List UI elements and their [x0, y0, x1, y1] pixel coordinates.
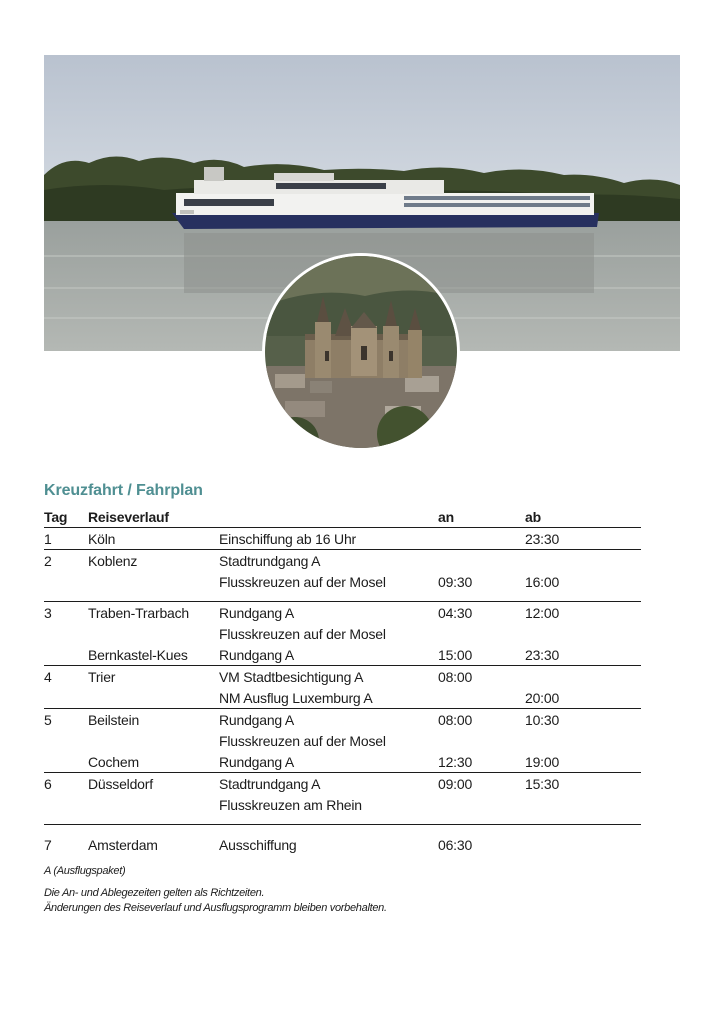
trier-cathedral-photo	[262, 253, 460, 451]
cell-depart: 16:00	[525, 573, 560, 590]
cell-program: Ausschiffung	[219, 836, 297, 853]
table-row	[44, 773, 641, 795]
cell-day: 1	[44, 528, 88, 550]
cell-arrive: 09:00	[438, 775, 473, 792]
cell-depart	[525, 623, 641, 644]
cell-arrive	[438, 730, 525, 751]
row-spacer	[44, 592, 641, 602]
cell-program: Einschiffung ab 16 Uhr	[219, 528, 438, 550]
cell-depart	[525, 550, 641, 572]
table-row	[44, 550, 641, 572]
cell-place: Trier	[88, 668, 116, 685]
table-row	[44, 751, 641, 773]
cell-place: Cochem	[88, 751, 219, 773]
disclaimer-times: Die An- und Ablegezeiten gelten als Richtzeiten.	[44, 887, 265, 899]
cell-place: Bernkastel-Kues	[88, 644, 219, 666]
disclaimer-changes: Änderungen des Reiseverlauf und Ausflugsprogramm bleiben vorbehalten.	[44, 902, 387, 914]
cell-depart: 19:00	[525, 751, 641, 773]
cell-depart	[525, 794, 641, 815]
cell-place	[88, 687, 219, 709]
cell-arrive	[438, 794, 525, 815]
cell-arrive	[438, 550, 525, 572]
excursion-legend: A (Ausflugspaket)	[44, 865, 126, 877]
cell-arrive: 12:30	[438, 751, 525, 773]
cell-program: Rundgang A	[219, 604, 295, 621]
table-row	[44, 794, 641, 815]
table-row	[44, 730, 641, 751]
cell-program: Rundgang A	[219, 751, 438, 773]
cell-day	[44, 794, 88, 815]
timetable-header-row	[44, 507, 641, 528]
cell-program: Stadtrundgang A	[219, 552, 321, 569]
table-row	[44, 623, 641, 644]
table-row	[44, 644, 641, 666]
cell-program: VM Stadtbesichtigung A	[219, 668, 364, 685]
cell-depart	[525, 834, 641, 855]
cell-arrive: 04:30	[438, 604, 473, 621]
row-spacer	[44, 815, 641, 825]
cell-place	[88, 794, 219, 815]
column-header-day: Tag	[44, 507, 88, 528]
cell-place	[88, 730, 219, 751]
cell-day	[44, 644, 88, 666]
cell-depart: 12:00	[525, 604, 560, 621]
cell-day	[44, 571, 88, 592]
cell-day: 4	[44, 668, 52, 685]
cell-program: Rundgang A	[219, 711, 295, 728]
cell-place: Düsseldorf	[88, 775, 153, 792]
cell-place	[88, 571, 219, 592]
cell-program: NM Ausflug Luxemburg A	[219, 687, 438, 709]
cell-day	[44, 623, 88, 644]
cell-program: Flusskreuzen auf der Mosel	[219, 573, 386, 590]
table-row	[44, 666, 641, 688]
cell-program: Flusskreuzen auf der Mosel	[219, 625, 386, 642]
column-header-arrive: an	[438, 507, 525, 528]
cell-arrive: 06:30	[438, 836, 473, 853]
cell-depart	[525, 730, 641, 751]
cell-depart	[525, 666, 641, 688]
table-row	[44, 602, 641, 624]
cell-depart: 10:30	[525, 711, 560, 728]
table-row	[44, 571, 641, 592]
cell-depart: 15:30	[525, 775, 560, 792]
cathedral-image	[265, 256, 457, 448]
table-row	[44, 834, 641, 855]
table-row	[44, 528, 641, 550]
cell-arrive	[438, 687, 525, 709]
cell-arrive: 08:00	[438, 668, 473, 685]
cell-depart: 23:30	[525, 528, 641, 550]
column-header-program	[219, 507, 438, 528]
cell-arrive	[438, 528, 525, 550]
cell-program: Flusskreuzen auf der Mosel	[219, 732, 386, 749]
cell-day: 3	[44, 604, 52, 621]
cell-arrive: 09:30	[438, 573, 473, 590]
cell-program: Flusskreuzen am Rhein	[219, 796, 362, 813]
cell-place: Koblenz	[88, 552, 138, 569]
cell-place: Traben-Trarbach	[88, 604, 190, 621]
cell-depart: 20:00	[525, 687, 641, 709]
timetable-heading: Kreuzfahrt / Fahrplan	[44, 482, 203, 499]
cell-place	[88, 623, 219, 644]
cell-place: Amsterdam	[88, 836, 158, 853]
cell-arrive	[438, 623, 525, 644]
row-spacer	[44, 825, 641, 835]
cell-day: 2	[44, 552, 52, 569]
cell-day	[44, 687, 88, 709]
table-row	[44, 687, 641, 709]
cell-depart: 23:30	[525, 644, 641, 666]
cell-day: 6	[44, 775, 52, 792]
cell-day	[44, 730, 88, 751]
cell-day	[44, 751, 88, 773]
cell-place: Beilstein	[88, 711, 140, 728]
column-header-route: Reiseverlauf	[88, 507, 219, 528]
cell-arrive: 08:00	[438, 711, 473, 728]
cell-program: Rundgang A	[219, 644, 438, 666]
cell-program: Stadtrundgang A	[219, 775, 321, 792]
cell-arrive: 15:00	[438, 644, 525, 666]
cell-place: Köln	[88, 528, 219, 550]
cruise-timetable	[44, 507, 641, 855]
table-row	[44, 709, 641, 731]
column-header-depart: ab	[525, 507, 641, 528]
cell-day: 5	[44, 711, 52, 728]
cell-day: 7	[44, 836, 52, 853]
